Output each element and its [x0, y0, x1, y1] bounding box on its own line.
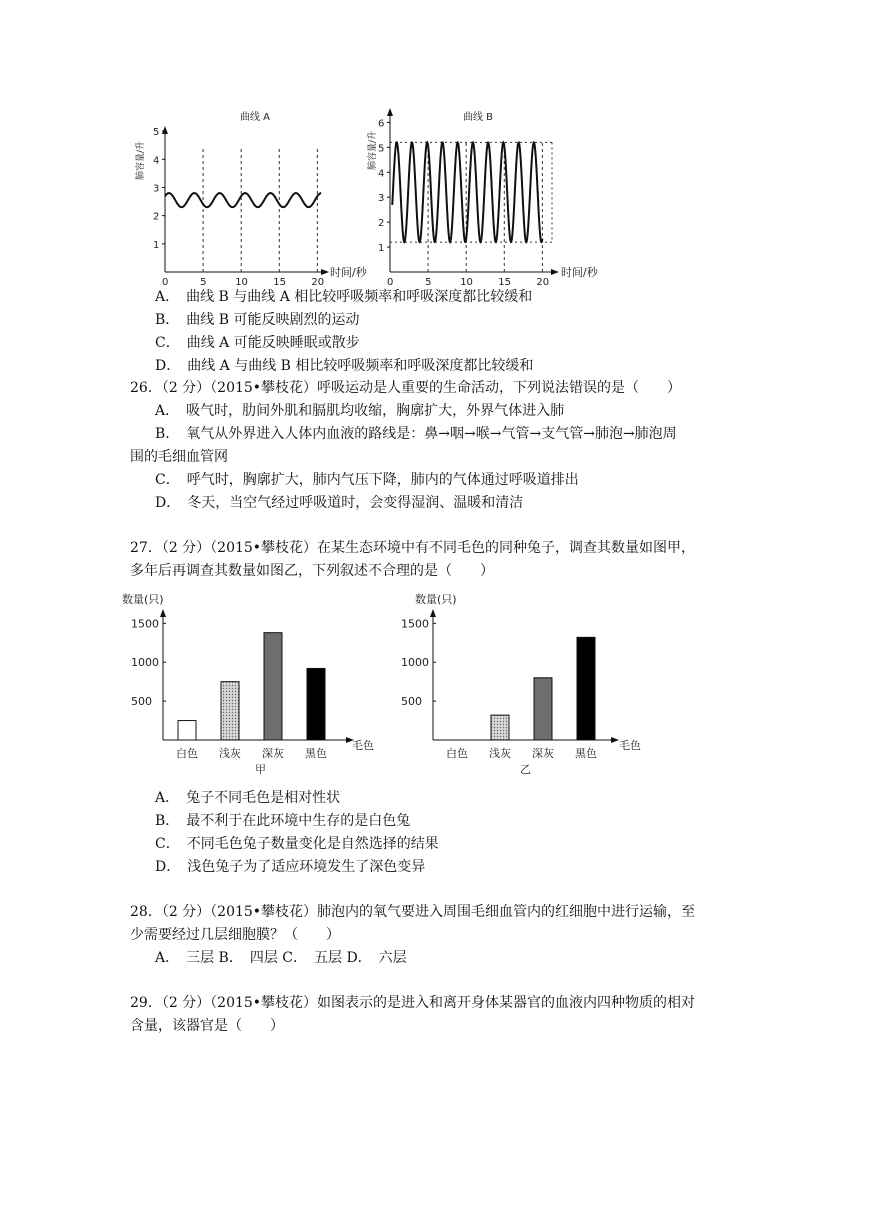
- yi-category-label: 浅灰: [489, 747, 511, 760]
- curve-b-title: 曲线 B: [463, 112, 494, 123]
- curveB-ytick-label: 4: [378, 168, 385, 180]
- curveB-xtick-label: 10: [460, 277, 473, 285]
- bar-yi-ylabel: 数量(只): [415, 593, 457, 606]
- curve-a-xlabel: 时间/秒: [330, 266, 367, 279]
- q26-option-d: D． 冬天，当空气经过呼吸道时，会变得湿润、温暖和清洁: [155, 495, 524, 511]
- breathing-curves-figure: [125, 100, 615, 285]
- yi-ytick-label: 1500: [401, 617, 429, 631]
- curveB-xtick-label: 20: [536, 277, 550, 285]
- q27-option-a: A． 兔子不同毛色是相对性状: [155, 790, 341, 806]
- curve-a-ylabel: 肺容量/升: [136, 140, 146, 180]
- curveA-xtick-label: 0: [162, 277, 169, 285]
- q26-option-c: C． 呼气时，胸廓扩大，肺内气压下降，肺内的气体通过呼吸道排出: [155, 472, 579, 488]
- jia-category-label: 浅灰: [219, 747, 241, 760]
- curveA-xtick-label: 20: [311, 277, 325, 285]
- yi-category-label: 白色: [446, 747, 468, 760]
- q27-stem-line2: 多年后再调查其数量如图乙，下列叙述不合理的是（ ）: [130, 563, 494, 579]
- curveB-ytick-label: 3: [378, 193, 385, 205]
- yi-category-label: 深灰: [532, 747, 554, 760]
- yi-category-label: 黑色: [575, 747, 597, 760]
- q27-option-d: D． 浅色兔子为了适应环境发生了深色变异: [155, 859, 426, 875]
- curveA-ytick-label: 3: [153, 183, 160, 195]
- curve-b-line: [392, 142, 542, 242]
- jia-bar-1: [221, 682, 239, 740]
- q25-option-c: C． 曲线 A 可能反映睡眠或散步: [155, 335, 360, 351]
- q27-option-c: C． 不同毛色兔子数量变化是自然选择的结果: [155, 836, 439, 852]
- curve-b-x-arrow: [551, 269, 559, 275]
- curveA-ytick-label: 2: [153, 211, 160, 223]
- curveB-ytick-label: 6: [378, 118, 385, 130]
- jia-category-label: 黑色: [305, 747, 327, 760]
- curve-b-xlabel: 时间/秒: [561, 266, 598, 279]
- q27-stem-line1: 27．（2 分）（2015•攀枝花）在某生态环境中有不同毛色的同种兔子，调查其数量如图甲，: [130, 540, 696, 556]
- bar-chart-yi: [385, 585, 655, 785]
- q26-stem: 26．（2 分）（2015•攀枝花）呼吸运动是人重要的生命活动，下列说法错误的是（ ）: [130, 380, 682, 396]
- bar-jia-xlabel: 毛色: [352, 739, 374, 752]
- curveA-ytick-label: 5: [153, 127, 160, 139]
- curveB-ytick-label: 2: [378, 218, 385, 230]
- yi-bar-3: [577, 637, 595, 740]
- yi-ytick-label: 1000: [401, 656, 429, 670]
- q26-option-a: A． 吸气时，肋间外肌和膈肌均收缩，胸廓扩大，外界气体进入肺: [155, 403, 565, 419]
- q25-option-d: D． 曲线 A 与曲线 B 相比较呼吸频率和呼吸深度都比较缓和: [155, 358, 534, 374]
- q29-stem-line2: 含量，该器官是（ ）: [130, 1018, 284, 1034]
- bar-jia-y-arrow: [160, 609, 166, 617]
- curve-a-title: 曲线 A: [240, 112, 271, 123]
- curve-b-ylabel: 肺容量/升: [368, 130, 378, 170]
- jia-ytick-label: 500: [131, 695, 152, 709]
- curve-b-y-arrow: [387, 108, 393, 116]
- yi-bar-2: [534, 678, 552, 740]
- q26-option-b: B． 氧气从外界进入人体内血液的路线是：鼻→咽→喉→气管→支气管→肺泡→肺泡周: [155, 426, 677, 442]
- curveB-ytick-label: 5: [378, 143, 385, 155]
- jia-ytick-label: 1500: [131, 617, 159, 631]
- bar-jia-caption: 甲: [255, 763, 266, 776]
- jia-bar-3: [307, 668, 325, 740]
- bar-chart-jia: [120, 585, 390, 785]
- q28-stem-line2: 少需要经过几层细胞膜？（ ）: [130, 927, 340, 943]
- q25-option-a: A． 曲线 B 与曲线 A 相比较呼吸频率和呼吸深度都比较缓和: [155, 289, 533, 305]
- bar-jia-ylabel: 数量(只): [122, 593, 164, 606]
- curveB-ytick-label: 1: [378, 243, 385, 255]
- jia-bar-2: [264, 633, 282, 740]
- bar-yi-x-arrow: [611, 737, 619, 743]
- curveA-ytick-label: 1: [153, 239, 160, 251]
- curveB-xtick-label: 0: [387, 277, 394, 285]
- curve-b-chart: [366, 108, 599, 285]
- curveB-xtick-label: 5: [425, 277, 432, 285]
- yi-bar-1: [491, 715, 509, 740]
- bar-yi-caption: 乙: [520, 763, 531, 776]
- q29-stem-line1: 29．（2 分）（2015•攀枝花）如图表示的是进入和离开身体某器官的血液内四种物质的相对: [130, 995, 696, 1011]
- jia-category-label: 深灰: [262, 747, 284, 760]
- curveA-xtick-label: 15: [273, 277, 287, 285]
- jia-bar-0: [178, 721, 196, 740]
- curve-a-x-arrow: [321, 269, 329, 275]
- curve-a-line: [165, 193, 321, 207]
- curveB-xtick-label: 15: [498, 277, 512, 285]
- jia-category-label: 白色: [176, 747, 198, 760]
- jia-ytick-label: 1000: [131, 656, 159, 670]
- curveA-xtick-label: 10: [235, 277, 248, 285]
- q28-options: A． 三层 B． 四层 C． 五层 D． 六层: [155, 950, 407, 966]
- curve-a-chart: [134, 110, 368, 285]
- q25-option-b: B． 曲线 B 可能反映剧烈的运动: [155, 312, 360, 328]
- q27-option-b: B． 最不利于在此环境中生存的是白色兔: [155, 813, 411, 829]
- curveA-ytick-label: 4: [153, 155, 160, 167]
- bar-yi-xlabel: 毛色: [619, 739, 641, 752]
- bar-yi-y-arrow: [430, 609, 436, 617]
- curveA-xtick-label: 5: [200, 277, 207, 285]
- curve-a-y-arrow: [162, 126, 168, 134]
- q26-option-b-continued: 围的毛细血管网: [130, 449, 228, 465]
- yi-ytick-label: 500: [401, 695, 422, 709]
- q28-stem-line1: 28．（2 分）（2015•攀枝花）肺泡内的氧气要进入周围毛细血管内的红细胞中进行运输，至: [130, 904, 696, 920]
